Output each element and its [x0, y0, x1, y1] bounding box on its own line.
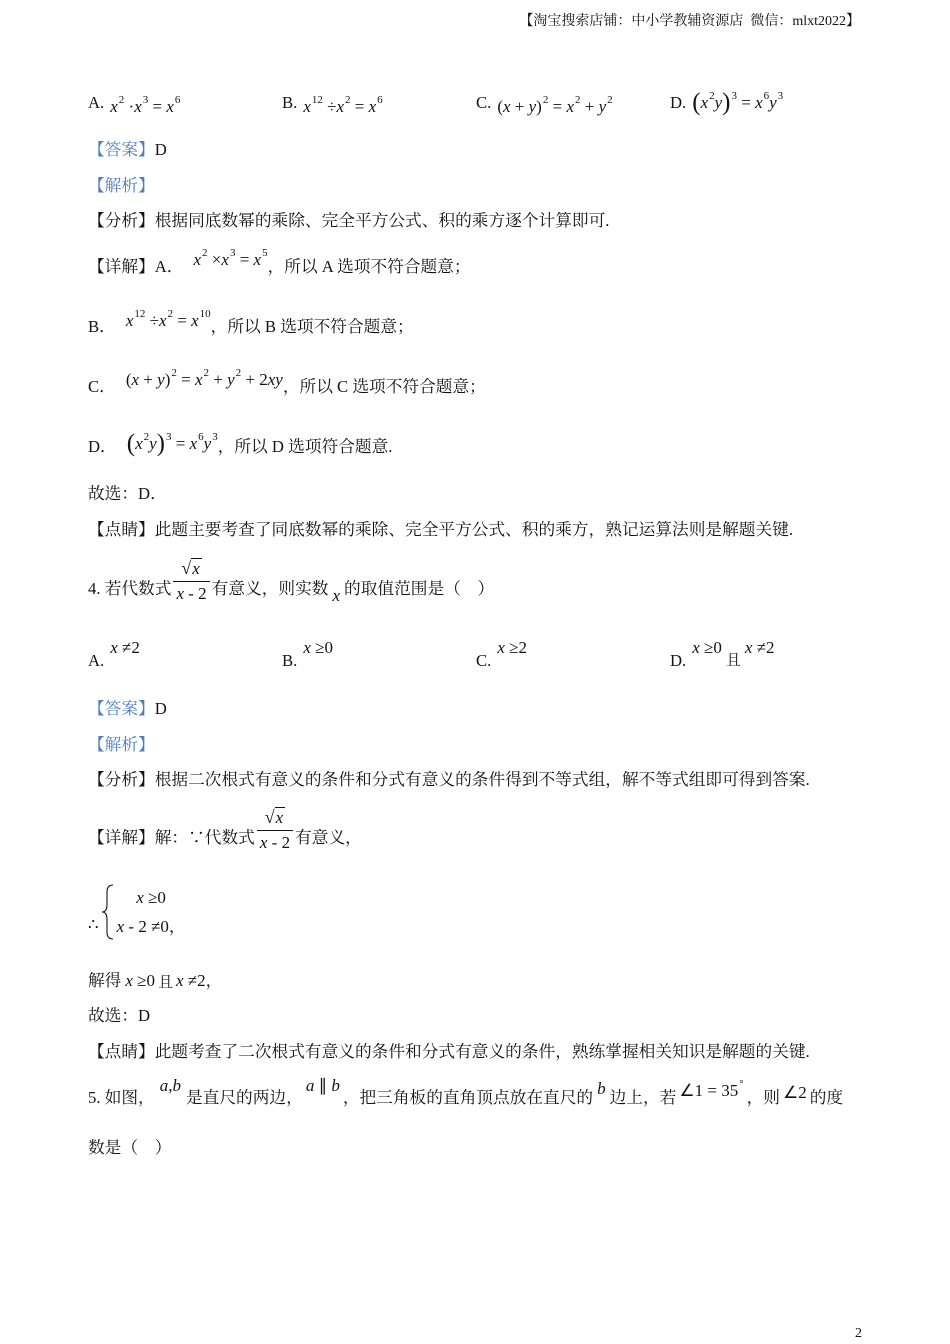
- therefore-symbol: ∴: [88, 915, 99, 934]
- detail-text-before: 解：∵代数式: [154, 828, 255, 847]
- math-variable: a: [305, 1076, 315, 1095]
- option-connector: 且: [725, 653, 741, 669]
- math-operator: ∥: [314, 1076, 332, 1095]
- math-superscript: 2: [607, 93, 613, 106]
- solve-tail: ，: [205, 971, 223, 990]
- math-variable: x: [136, 887, 144, 907]
- math-operator: ÷: [145, 310, 159, 330]
- answer-value: D: [154, 699, 167, 718]
- math-variable: x: [189, 433, 198, 453]
- math-variable: x: [332, 586, 341, 605]
- left-brace-icon: [101, 884, 115, 940]
- q3-option-d: [670, 88, 784, 116]
- math-variable: x: [221, 249, 229, 269]
- detail-text: ，所以 A 选项不符合题意；: [267, 257, 471, 276]
- math-superscript: 3: [731, 89, 737, 102]
- math-operator: =: [176, 369, 195, 389]
- solve-text: 解得: [88, 971, 122, 990]
- fraction-denominator: [257, 830, 293, 855]
- math-variable: y: [227, 369, 235, 389]
- math-superscript: 3: [212, 430, 218, 443]
- math-superscript: 6: [763, 89, 770, 102]
- math-big-paren: ): [156, 429, 165, 457]
- fenxi-tag: 【分析】: [88, 211, 155, 230]
- q5-formula-ab: [160, 1075, 181, 1097]
- q3-option-b: [282, 93, 383, 116]
- q5-formula-b: [597, 1078, 606, 1100]
- detail-label: C．: [88, 377, 116, 396]
- q4-answer: [88, 699, 167, 719]
- math-operator: =: [235, 249, 254, 269]
- math-variable: x: [744, 638, 753, 657]
- q3-detail-d: [88, 429, 393, 457]
- comment-tag: 【点睛】: [88, 520, 155, 539]
- option-formula: [110, 637, 140, 659]
- math-superscript: 2: [235, 366, 242, 379]
- answer-tag: 【答案】: [88, 140, 155, 159]
- solve-connector: 且: [158, 975, 174, 991]
- square-root: [181, 556, 201, 581]
- math-variable: x: [191, 310, 199, 330]
- math-variable: x: [700, 92, 709, 112]
- math-variable: b: [331, 1076, 340, 1095]
- stem-text-after: 的取值范围是（ ）: [344, 579, 495, 598]
- fraction-denominator: [173, 581, 209, 606]
- math-operator: +: [139, 369, 158, 389]
- inequality-rows: [117, 883, 186, 941]
- q3-detail-a: [88, 246, 471, 277]
- math-superscript: 6: [174, 93, 181, 106]
- fraction: [173, 556, 209, 606]
- q3-answer: [88, 140, 167, 160]
- q4-option-d: [670, 638, 775, 671]
- math-operator: ): [536, 96, 542, 116]
- math-operator: ≠2: [183, 971, 206, 990]
- math-variable: x: [176, 971, 184, 990]
- math-operator: ·: [124, 96, 135, 116]
- math-superscript: 2: [171, 366, 177, 379]
- math-superscript: 2: [118, 93, 125, 106]
- math-operator: - 2 ≠0: [124, 916, 169, 936]
- math-variable: x: [566, 96, 574, 116]
- inequality-row-1: [136, 883, 166, 912]
- detail-tag: 【详解】: [88, 828, 155, 847]
- detail-text-after: 有意义，: [295, 828, 362, 847]
- detail-tag: 【详解】: [88, 257, 155, 276]
- stem-text-before: 若代数式: [100, 579, 172, 598]
- fenxi-text: 根据同底数幂的乘除、完全平方公式、积的乘方逐个计算即可.: [154, 211, 610, 230]
- math-variable: x: [134, 96, 142, 116]
- q4-option-b: [282, 638, 333, 671]
- math-operator: ≥0: [143, 887, 166, 907]
- math-operator: ≠2: [117, 638, 140, 657]
- math-operator: + 2: [241, 369, 268, 389]
- fenxi-text: 根据二次根式有意义的条件和分式有意义的条件得到不等式组，解不等式组即可得到答案.: [154, 770, 810, 789]
- solve-formula-2: [176, 970, 206, 992]
- math-operator: ≥2: [504, 638, 527, 657]
- math-operator: =: [173, 310, 192, 330]
- math-big-paren: (: [126, 429, 136, 457]
- math-variable: x: [368, 96, 377, 116]
- math-superscript: 2: [574, 93, 581, 106]
- math-variable: x: [193, 249, 202, 269]
- q5-text-4: 边上，若: [609, 1088, 677, 1107]
- math-operator: =: [548, 96, 567, 116]
- math-operator: ≠2: [752, 638, 775, 657]
- math-superscript: 3: [229, 246, 236, 259]
- math-operator: +: [209, 369, 228, 389]
- math-operator: (: [125, 369, 132, 389]
- math-variable: y: [714, 92, 723, 112]
- radical-sign: √: [264, 807, 275, 827]
- math-variable: y: [769, 92, 777, 112]
- math-operator: ∠1 = 35: [679, 1080, 739, 1100]
- detail-label: B．: [88, 317, 116, 336]
- option-formula: [110, 89, 180, 118]
- math-superscript: 2: [542, 93, 549, 106]
- analysis-tag: 【解析】: [88, 735, 155, 754]
- q4-comment: [88, 1042, 810, 1062]
- option-label: C.: [476, 93, 492, 112]
- q3-comment: [88, 520, 793, 540]
- q5-formula-angle1: [679, 1073, 743, 1102]
- math-superscript: 2: [709, 89, 715, 102]
- q4-analysis: [88, 735, 155, 755]
- q5-text-7: 数是（ ）: [88, 1138, 172, 1157]
- math-operator: (: [497, 96, 503, 116]
- detail-formula: [194, 242, 268, 271]
- math-variable: x: [303, 638, 311, 657]
- math-variable: x: [176, 584, 184, 603]
- math-superscript: 12: [311, 93, 323, 106]
- q5-text-6: 的度: [809, 1088, 844, 1107]
- math-superscript: 3: [142, 93, 149, 106]
- math-operator: ∠2: [782, 1083, 807, 1102]
- answer-tag: 【答案】: [88, 699, 155, 718]
- math-variable: x: [692, 638, 700, 657]
- math-operator: +: [510, 96, 529, 116]
- q3-detail-c: [88, 366, 486, 397]
- detail-label: D．: [88, 437, 117, 456]
- math-operator: =: [171, 433, 190, 453]
- solve-formula-1: [125, 970, 155, 992]
- page-number: 2: [855, 1326, 862, 1341]
- math-variable: x: [110, 638, 118, 657]
- q3-option-c: [476, 93, 613, 116]
- math-superscript: 3: [777, 89, 784, 102]
- math-variable: x: [166, 96, 174, 116]
- option-formula: [497, 637, 527, 659]
- q3-conclusion: [88, 484, 167, 504]
- math-variable: y: [598, 96, 607, 116]
- math-big-paren: ): [722, 88, 731, 116]
- math-operator: ,: [168, 1076, 173, 1095]
- option-label: C.: [476, 651, 492, 670]
- stem-text-middle: 有意义，则实数: [211, 579, 329, 598]
- option-label: B.: [282, 93, 298, 112]
- q4-conclusion: [88, 1006, 150, 1026]
- comment-tag: 【点睛】: [88, 1042, 155, 1061]
- math-variable: y: [528, 96, 537, 116]
- math-variable: x: [259, 833, 268, 852]
- conclusion-text: 故选：D: [88, 1006, 151, 1025]
- math-variable: b: [172, 1076, 181, 1095]
- fraction-numerator: [173, 556, 209, 581]
- detail-text: ，所以 C 选项不符合题意；: [282, 377, 486, 396]
- detail-text: ，所以 B 选项不符合题意；: [210, 317, 414, 336]
- math-operator: ≥0: [132, 971, 156, 990]
- comment-text: 此题考查了二次根式有意义的条件和分式有意义的条件，熟练掌握相关知识是解题的关键.: [154, 1042, 810, 1061]
- detail-label: A．: [154, 257, 184, 276]
- math-superscript: 10: [199, 307, 211, 320]
- math-superscript: °: [739, 1077, 744, 1090]
- radical-sign: √: [181, 558, 192, 578]
- q5-formula-angle2: [783, 1082, 807, 1104]
- detail-text: ，所以 D 选项符合题意.: [217, 437, 393, 456]
- option-formula: [692, 637, 722, 659]
- math-variable: x: [192, 559, 200, 578]
- option-label: B.: [282, 651, 298, 670]
- fraction: [257, 805, 293, 855]
- math-variable: x: [158, 310, 167, 330]
- q4-detail: [88, 807, 362, 852]
- math-variable: a: [159, 1076, 169, 1095]
- q4-inequality-system: [88, 887, 186, 936]
- math-variable: y: [157, 369, 165, 389]
- option-label: D.: [670, 651, 687, 670]
- q3-option-a: [88, 93, 181, 116]
- math-variable: y: [203, 433, 212, 453]
- q5-stem-line-2: [88, 1138, 171, 1158]
- math-variable: x: [275, 808, 284, 827]
- math-operator: =: [350, 96, 369, 116]
- option-label: A.: [88, 93, 105, 112]
- q5-stem-line-1: [88, 1076, 844, 1108]
- math-variable: xy: [267, 369, 283, 389]
- q4-fenxi: [88, 770, 810, 790]
- q4-option-c: [476, 638, 527, 671]
- q5-text-2: 是直尺的两边，: [186, 1088, 303, 1107]
- math-operator: ≥0: [310, 638, 333, 657]
- math-operator: +: [580, 96, 599, 116]
- option-formula-2: [745, 637, 775, 659]
- math-big-paren: (: [692, 88, 701, 116]
- math-superscript: 2: [345, 93, 351, 106]
- fraction-numerator: [257, 805, 293, 830]
- inequality-formula: [136, 887, 166, 909]
- radicand: [275, 807, 286, 827]
- math-superscript: 5: [262, 246, 268, 259]
- fenxi-tag: 【分析】: [88, 770, 155, 789]
- math-variable: x: [303, 96, 311, 116]
- detail-formula: [127, 426, 218, 455]
- math-variable: x: [497, 638, 505, 657]
- math-variable: x: [116, 916, 125, 936]
- math-variable: x: [125, 310, 134, 330]
- q3-detail-b: [88, 307, 414, 337]
- question-number: 4.: [88, 579, 101, 598]
- inequality-tail: ，: [168, 916, 186, 936]
- option-formula: [692, 85, 783, 114]
- detail-formula: [126, 362, 283, 391]
- q5-formula-parallel: [306, 1075, 340, 1097]
- square-root: [265, 805, 285, 830]
- math-variable: x: [336, 96, 344, 116]
- answer-value: D: [154, 140, 167, 159]
- math-superscript: 12: [134, 307, 146, 320]
- math-variable: x: [253, 249, 262, 269]
- math-operator: - 2: [267, 833, 291, 852]
- math-variable: x: [502, 96, 511, 116]
- math-variable: x: [125, 971, 133, 990]
- math-variable: x: [755, 92, 763, 112]
- analysis-tag: 【解析】: [88, 176, 155, 195]
- stem-variable: [332, 585, 340, 607]
- math-superscript: 2: [143, 430, 150, 443]
- page-header: 【淘宝搜索店铺：中小学教辅资源店 微信：mlxt2022】: [519, 14, 860, 29]
- math-superscript: 6: [377, 93, 383, 106]
- math-operator: ≥0: [699, 638, 722, 657]
- inequality-row-2: [117, 912, 186, 941]
- math-superscript: 2: [202, 246, 208, 259]
- math-variable: x: [131, 369, 140, 389]
- stem-fraction: [171, 556, 211, 606]
- math-superscript: 2: [203, 366, 209, 379]
- option-label: D.: [670, 93, 687, 112]
- q5-text-3: ，把三角板的直角顶点放在直尺的: [342, 1088, 594, 1107]
- inequality-formula: [117, 916, 169, 938]
- q5-text-1: 5. 如图，: [88, 1088, 155, 1107]
- math-variable: x: [194, 369, 203, 389]
- option-formula: [303, 637, 333, 659]
- math-operator: =: [736, 92, 756, 112]
- q5-text-5: ，则: [746, 1088, 780, 1107]
- math-variable: b: [597, 1079, 606, 1098]
- option-label: A.: [88, 651, 105, 670]
- q4-stem: [88, 558, 495, 605]
- option-formula: [303, 89, 382, 118]
- math-operator: ×: [207, 249, 222, 269]
- math-operator: - 2: [183, 584, 207, 603]
- math-variable: x: [110, 96, 118, 116]
- math-operator: ): [164, 369, 171, 389]
- math-variable: x: [135, 433, 143, 453]
- q4-solve: [88, 971, 222, 991]
- math-superscript: 2: [167, 307, 174, 320]
- option-formula: [497, 89, 612, 118]
- math-operator: ÷: [322, 96, 337, 116]
- math-superscript: 6: [198, 430, 204, 443]
- q3-analysis: [88, 176, 155, 196]
- math-operator: =: [148, 96, 167, 116]
- comment-text: 此题主要考查了同底数幂的乘除、完全平方公式、积的乘方，熟记运算法则是解题关键.: [154, 520, 794, 539]
- detail-formula: [126, 303, 211, 332]
- math-superscript: 3: [166, 430, 172, 443]
- conclusion-text: 故选：D．: [88, 484, 167, 503]
- q4-option-a: [88, 638, 140, 671]
- math-variable: y: [149, 433, 157, 453]
- detail-fraction: [255, 805, 295, 855]
- radicand: [191, 558, 202, 578]
- q3-fenxi: [88, 211, 609, 231]
